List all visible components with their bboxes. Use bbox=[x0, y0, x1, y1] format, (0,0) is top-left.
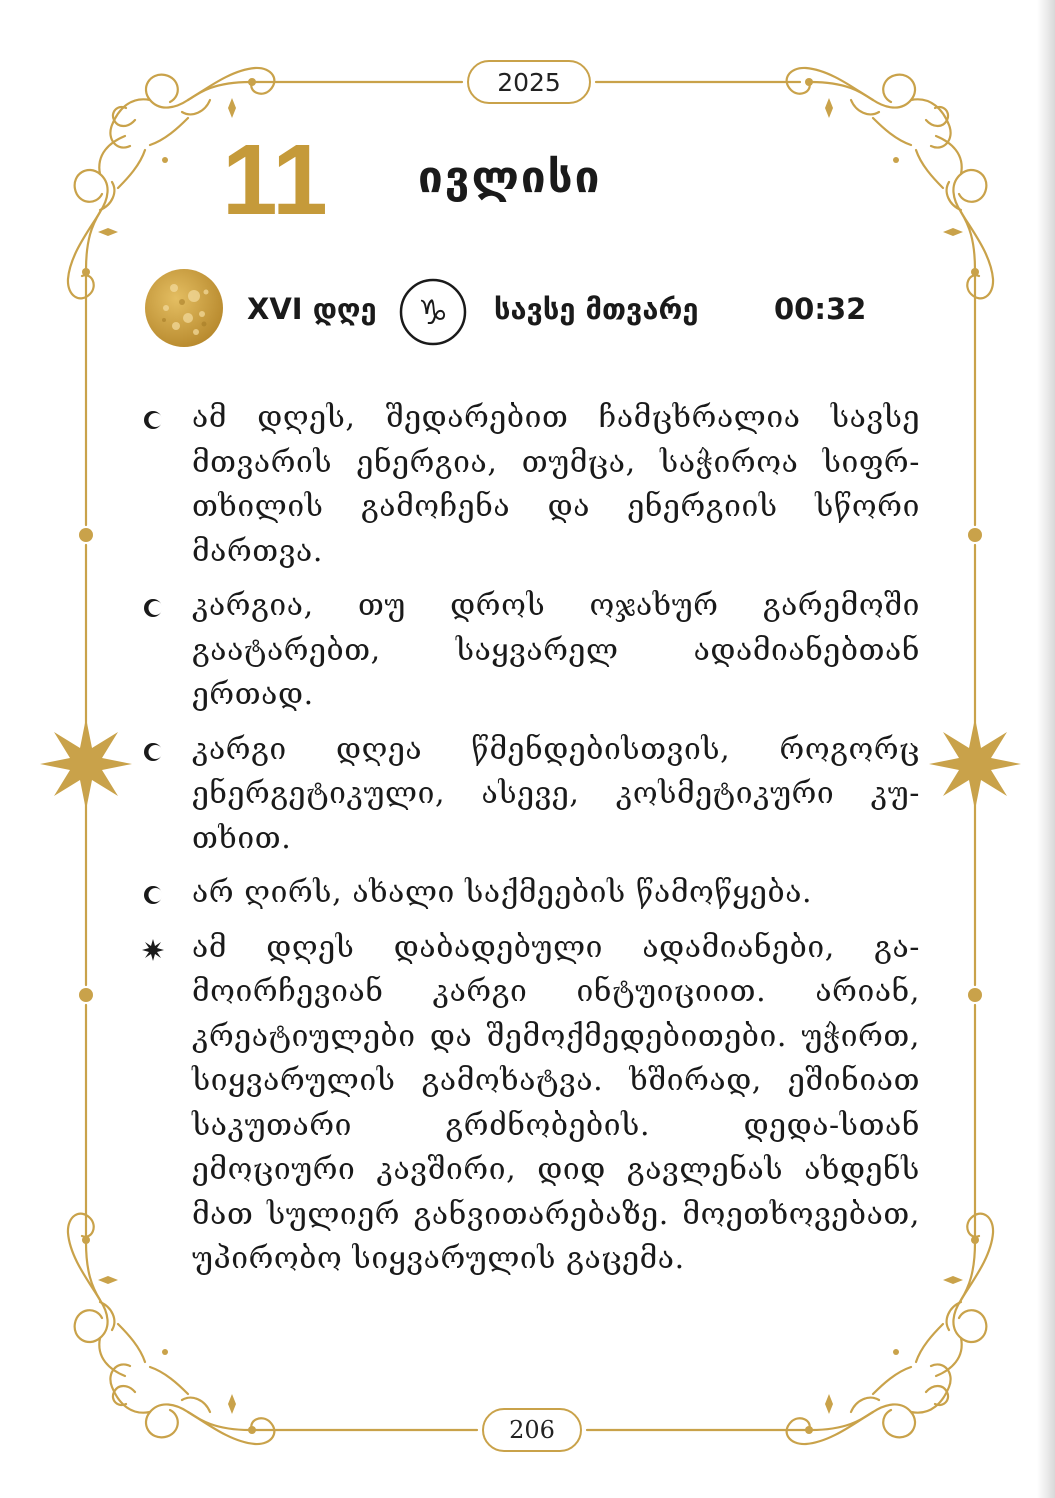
list-item-text: კარგია, თუ დროს ოჯახურ გარემოში გაატარებთ, საყვარელ ადამიანებთან ერთად. bbox=[192, 588, 920, 712]
list-item-text: ამ დღეს დაბადებული ადამიანები, გა-მოირჩევიან კარგი ინტუიციით. არიან, კრეატიულები და შემოქმედებითები. უჭირთ, სიყვარულის გამოხატვა. ხშირად, ეშინიათ საკუთარი გრძნობების. დედა-სთან ემოციური კავშირი, დიდ გავლენას ახდენს მათ სულიერ განვითარებაზე. მოეთხოვებათ, უპირობო სიყვარულის გაცემა. bbox=[192, 929, 920, 1276]
list-item bbox=[140, 871, 920, 916]
star-icon bbox=[140, 937, 166, 963]
waxing-moon-icon bbox=[140, 882, 166, 908]
waxing-moon-icon bbox=[140, 407, 166, 433]
list-item bbox=[140, 926, 920, 1282]
svg-text:♑: ♑ bbox=[417, 293, 449, 333]
list-item bbox=[140, 396, 920, 574]
list-item bbox=[140, 584, 920, 718]
moon-phase: სავსე მთვარე bbox=[494, 292, 699, 326]
day-number: 11 bbox=[222, 124, 328, 236]
list-item bbox=[140, 728, 920, 862]
recommendations-list bbox=[140, 396, 920, 1292]
list-item-text: კარგი დღეა წმენდებისთვის, როგორც ენერგეტიკული, ასევე, კოსმეტიკური კუ-თხით. bbox=[192, 731, 920, 856]
month-name: ივლისი bbox=[418, 152, 602, 203]
waxing-moon-icon bbox=[140, 739, 166, 765]
moon-phase-time: 00:32 bbox=[774, 292, 867, 326]
full-moon-icon bbox=[144, 268, 224, 348]
lunar-day: XVI დღე bbox=[247, 292, 377, 326]
capricorn-icon bbox=[398, 277, 468, 347]
year-badge: 2025 bbox=[467, 60, 591, 104]
list-item-text: არ ღირს, ახალი საქმეების წამოწყება. bbox=[192, 875, 813, 910]
list-item-text: ამ დღეს, შედარებით ჩამცხრალია სავსე მთვარის ენერგია, თუმცა, საჭიროა სიფრ-თხილის გამოჩენა და ენერგიის სწორი მართვა. bbox=[192, 400, 920, 569]
waxing-moon-icon bbox=[140, 595, 166, 621]
page-number: 206 bbox=[482, 1408, 582, 1452]
